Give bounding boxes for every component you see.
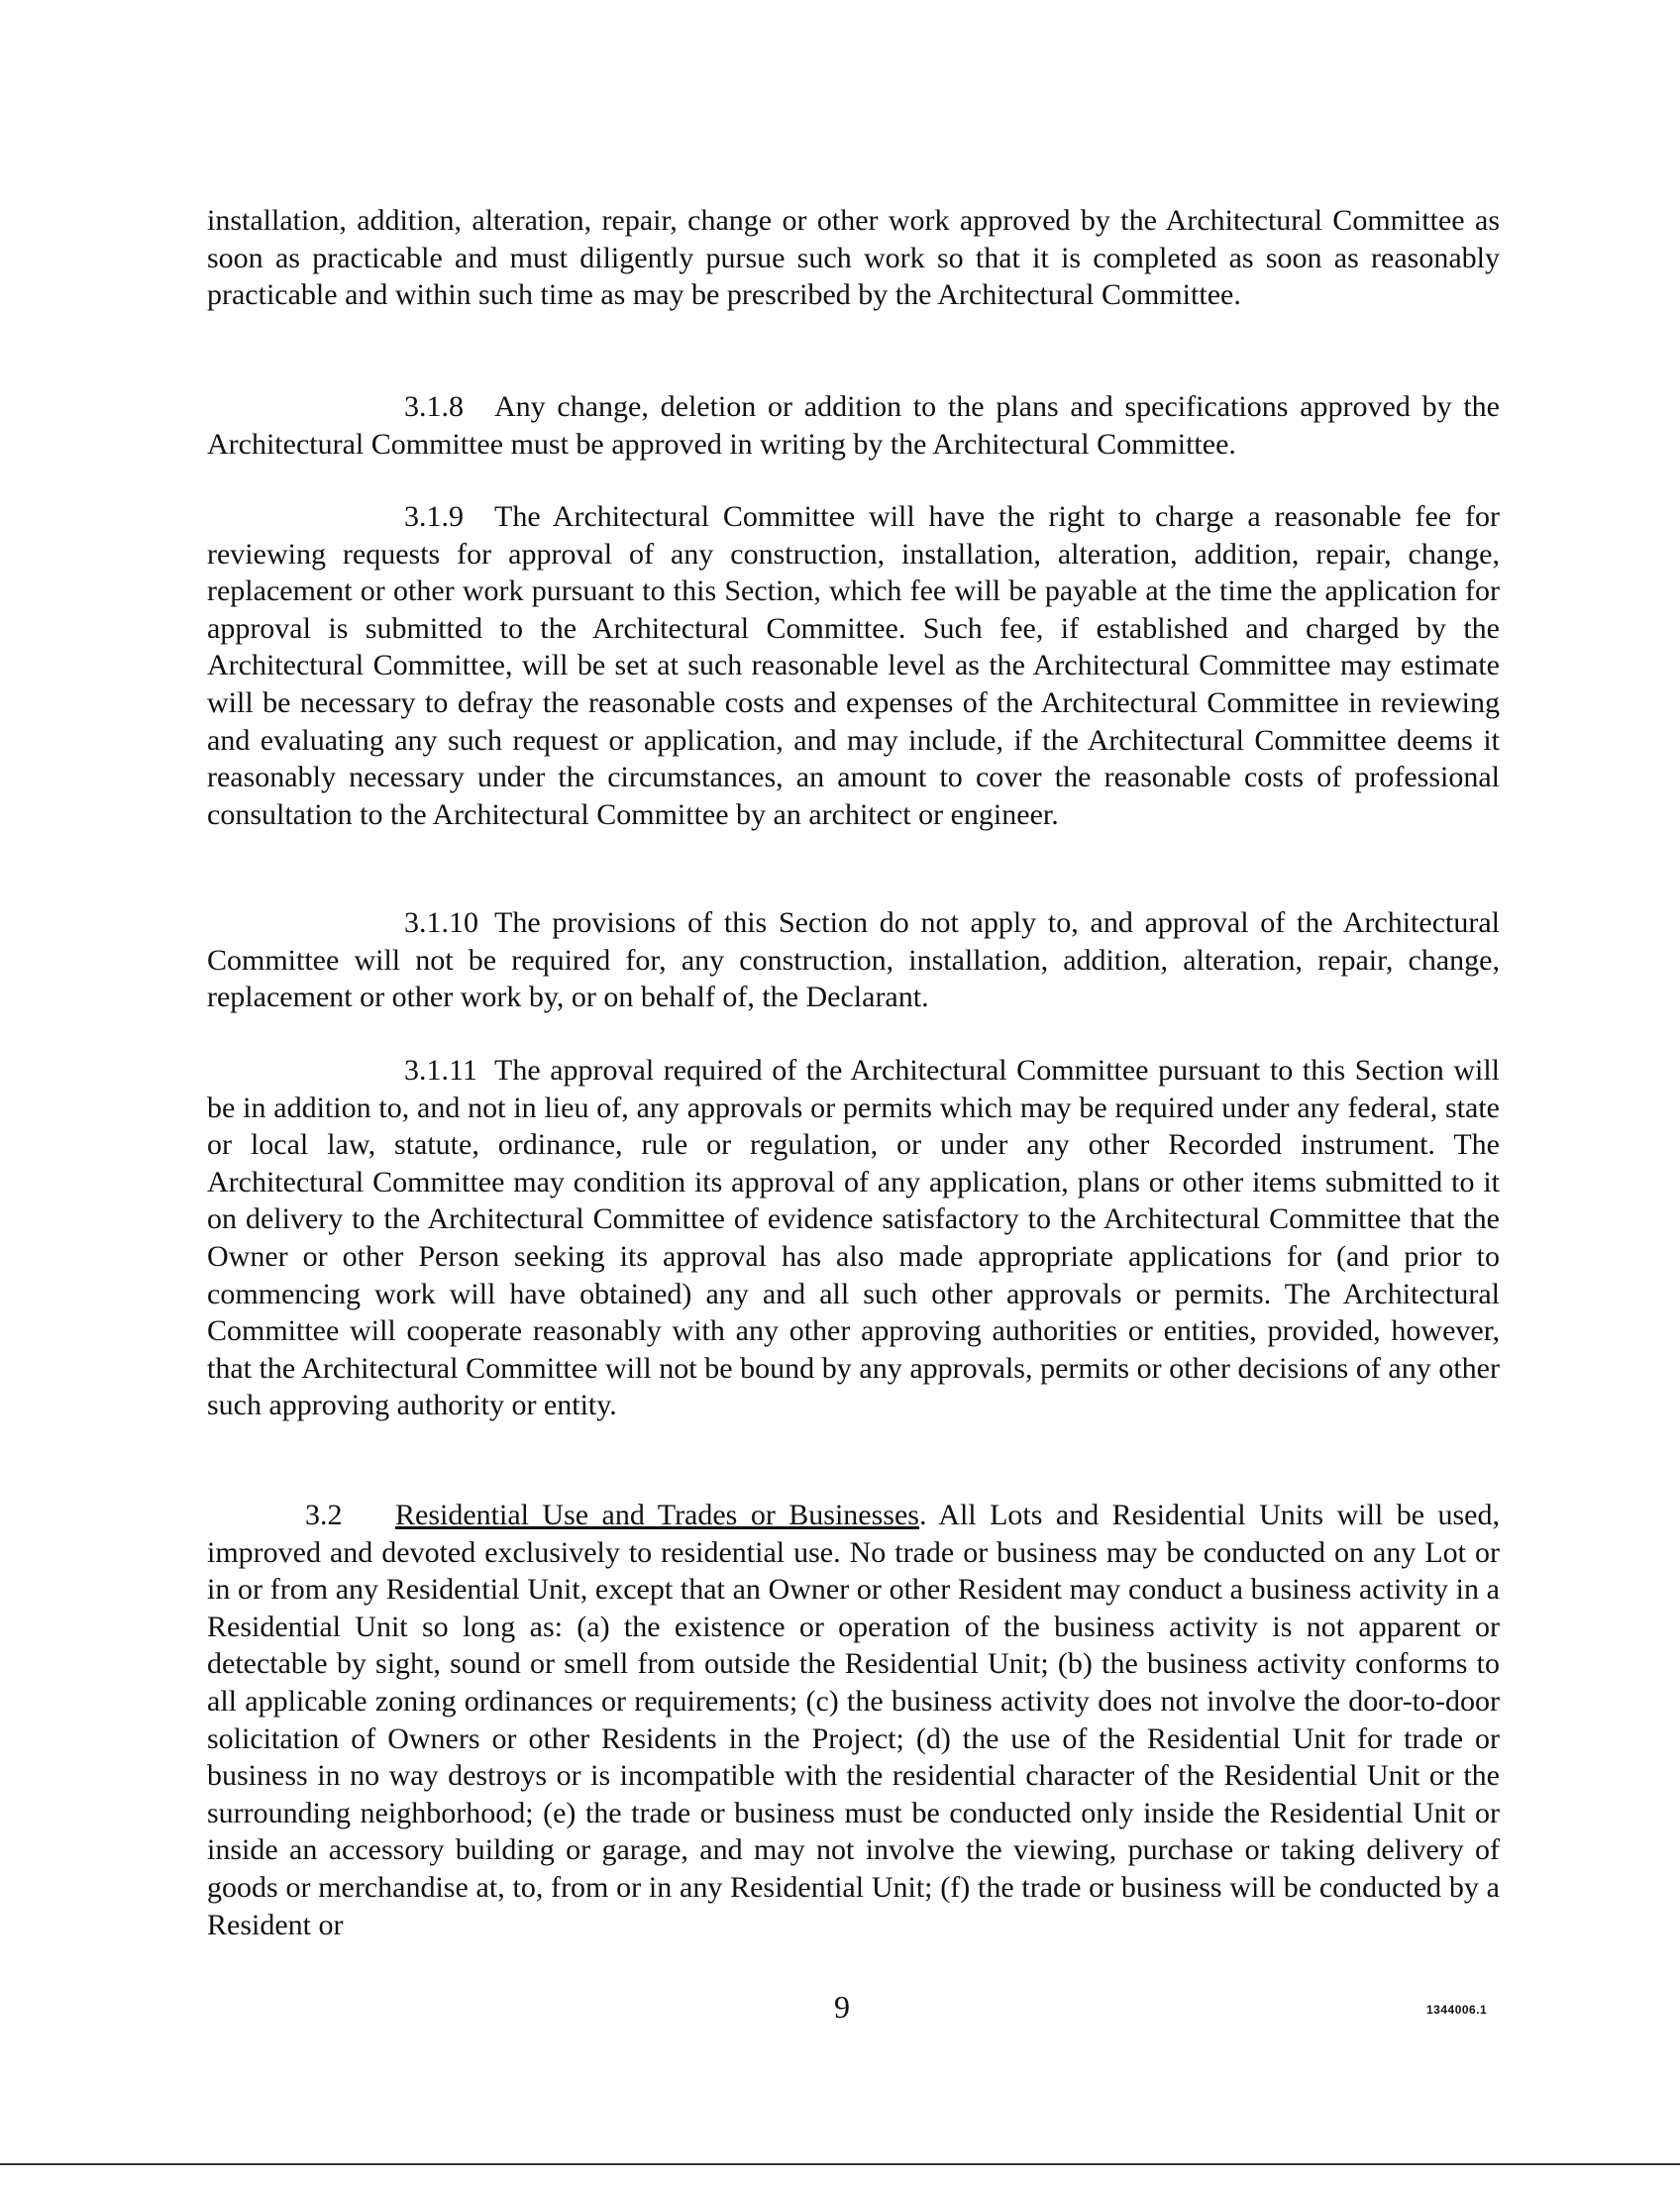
section-3-2 [207, 1497, 1500, 1943]
paragraph-text: The approval required of the Architectural Committee pursuant to this Section will be in addition to, and not in lieu of, any approvals or permits which may be required under any federal, state or local law, statute, ordinance, rule or regulation, or under any other Recorded instrument. The Architectural Committee may condition its approval of any application, plans or other items submitted to it on delivery to the Architectural Committee of evidence satisfactory to the Architectural Committee that the Owner or other Person seeking its approval has also made appropriate applications for (and prior to commencing work will have obtained) any and all such other approvals or permits. The Architectural Committee will cooperate reasonably with any other approving authorities or entities, provided, however, that the Architectural Committee will not be bound by any approvals, permits or other decisions of any other such approving authority or entity. [207, 1054, 1500, 1422]
section-3-1-10 [207, 904, 1500, 1016]
section-number: 3.1.9 [404, 500, 464, 533]
section-3-1-9 [207, 498, 1500, 833]
section-number: 3.1.8 [404, 390, 464, 423]
section-title: Residential Use and Trades or Businesses [395, 1499, 919, 1531]
section-number: 3.1.11 [404, 1054, 477, 1087]
paragraph-text: All Lots and Residential Units will be used, improved and devoted exclusively to residential use. No trade or business may be conducted on any Lot or in or from any Residential Unit, except that an Owner or other Resident may conduct a business activity in a Residential Unit so long as: (a) the existence or operation of the business activity is not apparent or detectable by sight, sound or smell from outside the Residential Unit; (b) the business activity conforms to all applicable zoning ordinances or requirements; (c) the business activity does not involve the door-to-door solicitation of Owners or other Residents in the Project; (d) the use of the Residential Unit for trade or business in no way destroys or is incompatible with the residential character of the Residential Unit or the surrounding neighborhood; (e) the trade or business must be conducted only inside the Residential Unit or inside an accessory building or garage, and may not involve the viewing, purchase or taking delivery of goods or merchandise at, to, from or in any Residential Unit; (f) the trade or business will be conducted by a Resident or [207, 1499, 1500, 1941]
document-id: 1344006.1 [1426, 2003, 1488, 2017]
paragraph-text: Any change, deletion or addition to the plans and specifications approved by the Architectural Committee must be approved in writing by the Architectural Committee. [207, 390, 1500, 461]
scan-edge-divider [0, 2163, 1680, 2165]
section-3-1-11 [207, 1052, 1500, 1424]
section-3-1-8 [207, 388, 1500, 463]
paragraph-text: The Architectural Committee will have the right to charge a reasonable fee for reviewing requests for approval of any construction, installation, alteration, addition, repair, change, replacement or other work pursuant to this Section, which fee will be payable at the time the application for approval is submitted to the Architectural Committee. Such fee, if established and charged by the Architectural Committee, will be set at such reasonable level as the Architectural Committee may estimate will be necessary to defray the reasonable costs and expenses of the Architectural Committee in reviewing and evaluating any such request or application, and may include, if the Architectural Committee deems it reasonably necessary under the circumstances, an amount to cover the reasonable costs of professional consultation to the Architectural Committee by an architect or engineer. [207, 500, 1500, 831]
section-number: 3.2 [305, 1499, 343, 1531]
continuation-paragraph [207, 202, 1500, 314]
paragraph-text: The provisions of this Section do not apply to, and approval of the Architectural Committee will not be required for, any construction, installation, addition, alteration, repair, change, replacement or other work by, or on behalf of, the Declarant. [207, 906, 1500, 1014]
title-period: . [918, 1499, 939, 1531]
section-number: 3.1.10 [404, 906, 478, 939]
page-number: 9 [834, 1989, 850, 2025]
paragraph-text: installation, addition, alteration, repair, change or other work approved by the Architectural Committee as soon as practicable and must diligently pursue such work so that it is completed as soon as reasonably practicable and within such time as may be prescribed by the Architectural Committee. [207, 204, 1500, 312]
